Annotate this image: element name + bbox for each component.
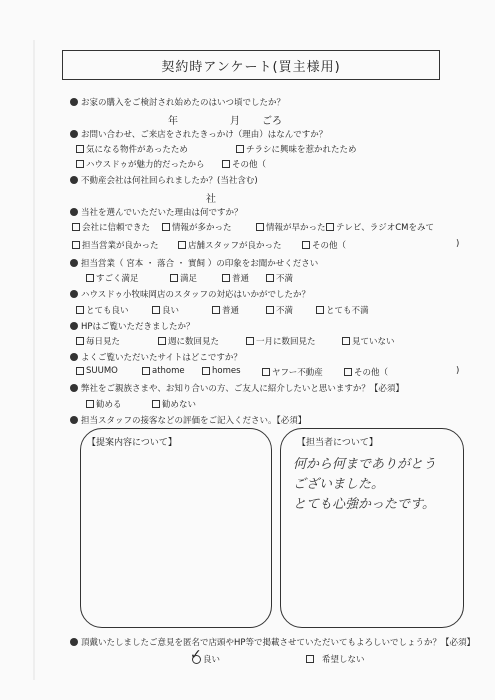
q4-option-2-label: 情報が多かった (172, 223, 232, 233)
q8-option-2-label: athome (152, 366, 185, 376)
q2-option-2[interactable] (236, 143, 357, 155)
panel-proposal[interactable] (80, 428, 272, 628)
q9-option-2-label: 勧めない (162, 400, 197, 410)
q4-option-3[interactable] (256, 221, 326, 233)
checkbox-icon (302, 241, 310, 249)
checkbox-icon (72, 223, 80, 231)
q4-option-1[interactable] (72, 221, 150, 233)
q8-option-3[interactable] (202, 366, 241, 376)
q4-option-2[interactable] (162, 221, 232, 233)
bullet-icon (70, 208, 78, 216)
checkbox-icon (152, 400, 160, 408)
checkbox-icon (72, 241, 80, 249)
checkbox-icon (344, 368, 352, 376)
checkbox-icon (326, 223, 334, 231)
panel-staff-label: 【担当者について】 (297, 438, 378, 448)
bullet-icon (70, 290, 78, 298)
q8-option-1-label: SUUMO (86, 366, 118, 376)
staff-comment-line-3: とても心強かったです。 (293, 497, 435, 512)
checkbox-icon (178, 241, 186, 249)
checkbox-icon (170, 274, 178, 282)
q5-option-4-label: 不満 (276, 274, 294, 284)
checkbox-icon (266, 274, 274, 282)
question-5-text: 担当営業（ 宮本 ・ 落合 ・ 實飼 ）の印象をお聞かせください (81, 259, 319, 269)
checkbox-icon (142, 367, 150, 375)
question-2-text: お問い合わせ、ご来店をされたきっかけ（理由）はなんですか？ (81, 130, 328, 140)
q2-option-1[interactable] (76, 143, 188, 155)
q8-option-3-label: homes (212, 366, 241, 376)
question-9 (70, 382, 404, 394)
q7-option-2[interactable] (158, 335, 219, 347)
q6-option-1-label: とても良い (86, 306, 129, 316)
q1-year-label: 年 (168, 116, 178, 127)
checkbox-icon (262, 368, 270, 376)
checkbox-icon (152, 306, 160, 314)
q11-option-1[interactable] (190, 647, 221, 665)
q6-option-5[interactable] (316, 304, 369, 316)
checkbox-icon (256, 223, 264, 231)
q2-option-1-label: 気になる物件があったため (86, 145, 188, 155)
q2-option-3-label: ハウスドゥが魅力的だったから (86, 160, 205, 170)
checkbox-icon (76, 306, 84, 314)
question-1 (70, 96, 285, 108)
q7-option-4[interactable] (342, 335, 395, 347)
q5-option-2-label: 満足 (180, 274, 198, 284)
q7-option-2-label: 週に数回見た (168, 337, 220, 347)
survey-title (62, 50, 440, 80)
question-2 (70, 128, 327, 140)
q8-option-5[interactable] (344, 366, 388, 378)
q9-option-1-label: 勧める (96, 400, 122, 410)
q8-close-paren: ) (456, 366, 460, 376)
q5-option-3[interactable] (222, 272, 249, 284)
q2-option-4[interactable] (222, 158, 266, 170)
q6-option-3-label: 普通 (222, 306, 240, 316)
question-3 (70, 174, 258, 186)
bullet-icon (70, 416, 78, 424)
question-11-text: 頂戴いたしましたご意見を匿名で店頭やHP等で掲載させていただいてもよろしいでしょうか？【必須】 (81, 638, 476, 648)
bullet-icon (70, 322, 78, 330)
q8-option-5-label: その他（ (354, 368, 389, 378)
bullet-icon (70, 638, 78, 646)
panel-proposal-label: 【提案内容について】 (87, 438, 177, 448)
q6-option-3[interactable] (212, 304, 239, 316)
q2-option-2-label: チラシに興味を惹かれたため (246, 145, 357, 155)
checkbox-icon (158, 337, 166, 345)
q7-option-3-label: 一月に数回見た (256, 337, 316, 347)
panel-staff[interactable] (280, 428, 464, 628)
question-6 (70, 288, 310, 300)
bullet-icon (70, 353, 78, 361)
q5-option-1[interactable] (86, 272, 139, 284)
checkbox-icon (212, 306, 220, 314)
question-10-text: 担当スタッフの接客などの評価をご記入ください。【必須】 (81, 416, 307, 426)
checkbox-icon (222, 274, 230, 282)
q7-option-1-label: 毎日見た (86, 337, 121, 347)
checkbox-icon (202, 367, 210, 375)
question-8 (70, 351, 242, 363)
q9-option-2[interactable] (152, 398, 196, 410)
q8-option-2[interactable] (142, 366, 185, 376)
q11-option-2[interactable] (306, 653, 365, 665)
checkbox-icon (162, 223, 170, 231)
checkbox-icon (86, 400, 94, 408)
q6-option-2-label: 良い (162, 306, 180, 316)
q4-close-paren: ) (456, 239, 460, 249)
q2-option-4-label: その他（ (232, 160, 267, 170)
q4-option-6[interactable] (178, 239, 282, 251)
question-9-text: 弊社をご親族さまや、お知り合いの方、ご友人に紹介したいと思いますか？【必須】 (81, 384, 404, 394)
scan-shadow (33, 40, 35, 680)
q7-option-3[interactable] (246, 335, 316, 347)
q6-option-5-label: とても不満 (326, 306, 369, 316)
q9-option-1[interactable] (86, 398, 122, 410)
q7-option-4-label: 見ていない (352, 337, 395, 347)
q5-option-1-label: すごく満足 (96, 274, 139, 284)
q6-option-4-label: 不満 (276, 306, 294, 316)
bullet-icon (70, 384, 78, 392)
q8-option-4-label: ヤフー不動産 (272, 368, 323, 378)
q5-option-2[interactable] (170, 272, 197, 284)
question-5 (70, 257, 318, 269)
checkbox-icon (246, 337, 254, 345)
q8-option-1[interactable] (76, 366, 118, 376)
question-3-text: 不動産会社は何社回られましたか？(当社含む) (81, 176, 258, 186)
question-1-text: お家の購入をご検討され始めたのはいつ頃でしたか？ (81, 98, 286, 108)
q3-unit-label: 社 (206, 194, 216, 205)
question-6-text: ハウスドゥ小牧味岡店のスタッフの対応はいかがでしたか？ (81, 290, 311, 300)
q4-option-5-label: 担当営業が良かった (82, 241, 159, 251)
q1-month-label: 月 (230, 116, 240, 127)
staff-comment-line-2: ございました。 (293, 477, 385, 492)
q5-option-3-label: 普通 (232, 274, 250, 284)
q8-option-4[interactable] (262, 366, 323, 378)
q4-option-4-label: テレビ、ラジオCMをみて (336, 223, 435, 233)
q4-option-3-label: 情報が早かった (266, 223, 326, 233)
q5-option-4[interactable] (266, 272, 293, 284)
question-4-text: 当社を選んでいただいた理由は何ですか？ (81, 208, 243, 218)
q4-option-6-label: 店舗スタッフが良かった (188, 241, 282, 251)
question-10 (70, 414, 306, 426)
checkbox-icon (266, 306, 274, 314)
checkbox-icon (76, 160, 84, 168)
q2-option-3[interactable] (76, 158, 205, 170)
question-4 (70, 206, 243, 218)
staff-comment-line-1: 何から何までありがとう (293, 457, 437, 472)
bullet-icon (70, 176, 78, 184)
checkbox-icon (306, 655, 314, 663)
checkbox-icon (76, 337, 84, 345)
question-7 (70, 320, 195, 332)
question-7-text: HPはご覧いただきましたか？ (81, 322, 195, 332)
q4-option-1-label: 会社に信頼できた (82, 223, 151, 233)
checkbox-icon (236, 145, 244, 153)
checkbox-icon (222, 160, 230, 168)
checkbox-icon (76, 367, 84, 375)
checkmark-icon: ✓ (190, 647, 202, 663)
checkbox-icon (316, 306, 324, 314)
bullet-icon (70, 130, 78, 138)
survey-title-text: 契約時アンケート(買主様用) (161, 59, 341, 75)
q6-option-1[interactable] (76, 304, 129, 316)
q7-option-1[interactable] (76, 335, 120, 347)
q11-option-1-label: 良い (203, 655, 221, 665)
q1-about-label: ごろ (262, 116, 282, 127)
q4-option-7-label: その他（ (312, 241, 347, 251)
q4-option-4[interactable] (326, 221, 434, 233)
q11-option-2-label: 希望しない (322, 655, 365, 665)
bullet-icon (70, 98, 78, 106)
bullet-icon (70, 259, 78, 267)
question-11 (70, 636, 475, 648)
q6-option-2[interactable] (152, 304, 179, 316)
q4-option-5[interactable] (72, 239, 159, 251)
question-8-text: よくご覧いただいたサイトはどこですか？ (81, 353, 242, 363)
checkbox-icon (86, 274, 94, 282)
checkbox-icon (76, 145, 84, 153)
checkbox-icon (342, 337, 350, 345)
q4-option-7[interactable] (302, 239, 346, 251)
q6-option-4[interactable] (266, 304, 293, 316)
